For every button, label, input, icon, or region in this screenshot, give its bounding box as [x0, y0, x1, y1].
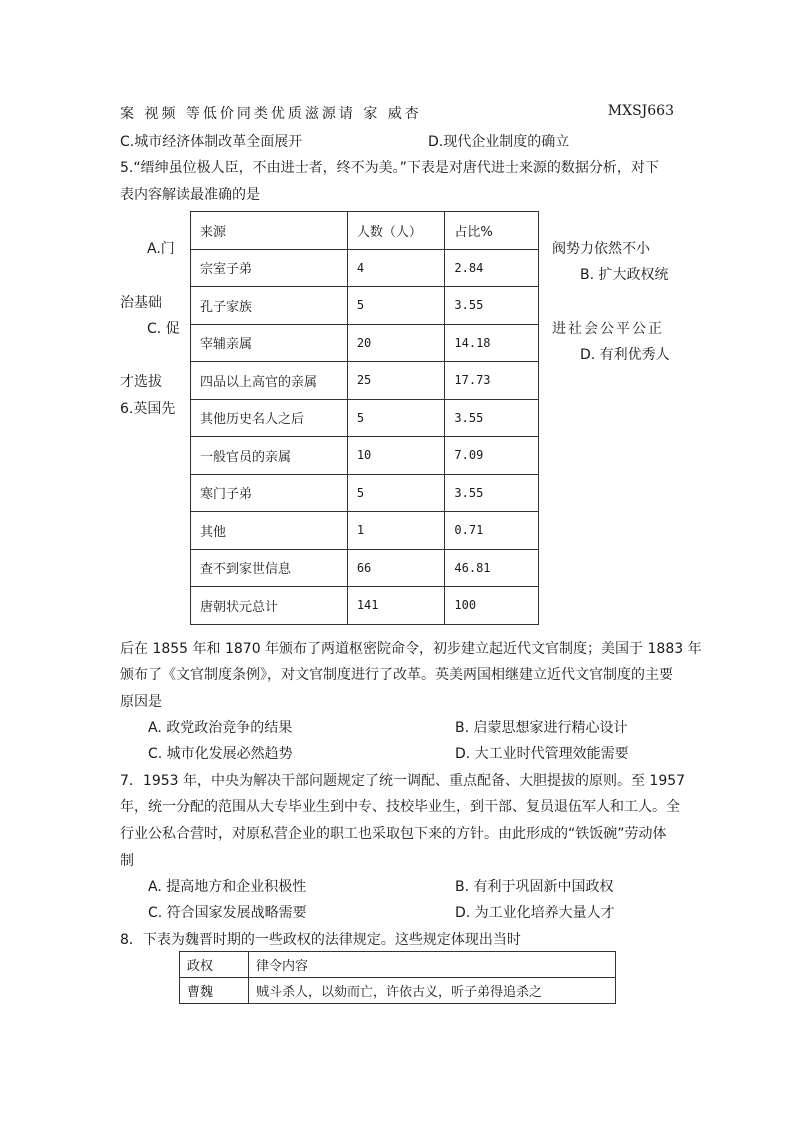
- q5-option-b-right: B. 扩大政权统: [580, 267, 669, 283]
- table-cell: 贼斗杀人，以劾而亡，许依古义，听子弟得追杀之: [249, 978, 616, 1004]
- table-row: [191, 249, 539, 287]
- q7-option-d: D. 为工业化培养大量人才: [455, 905, 615, 921]
- q7-stem-line-4: 制: [120, 853, 134, 869]
- table-cell: 查不到家世信息: [191, 549, 348, 587]
- q5-option-a-right: 阀势力依然不小: [552, 241, 650, 257]
- table-cell: 1: [347, 512, 445, 550]
- table-header-row: [180, 952, 616, 978]
- table-row: [180, 978, 616, 1004]
- q5-option-c-right: 进社会公平公正: [552, 321, 664, 337]
- table-row: [191, 474, 539, 512]
- q6-stem-line-1: 后在 1855 年和 1870 年颁布了两道枢密院命令，初步建立起近代文官制度；美国于 1883 年: [120, 641, 702, 657]
- table-cell: 其他: [191, 512, 348, 550]
- q5-stem-line-2: 表内容解读最准确的是: [120, 187, 260, 203]
- table-cell: 3.55: [445, 287, 539, 325]
- q8-law-table: [179, 951, 616, 1004]
- q5-option-d-right: D. 有利优秀人: [580, 347, 670, 363]
- table-cell: 4: [347, 249, 445, 287]
- table-cell: 一般官员的亲属: [191, 437, 348, 475]
- table-row: [191, 362, 539, 400]
- table-cell: 25: [347, 362, 445, 400]
- q4-option-c: C.城市经济体制改革全面展开: [120, 134, 303, 150]
- table-cell: 其他历史名人之后: [191, 399, 348, 437]
- table-cell: 100: [445, 587, 539, 625]
- table-header-cell: 来源: [191, 212, 348, 250]
- table-cell: 寒门子弟: [191, 474, 348, 512]
- table-header-cell: 人数（人）: [347, 212, 445, 250]
- q7-stem-line-3: 行业公私合营时，对原私营企业的职工也采取包下来的方针。由此形成的“铁饭碗”劳动体: [120, 826, 667, 842]
- q5-option-a-left: A.门: [147, 241, 175, 257]
- table-row: [191, 287, 539, 325]
- q8-stem: 8．下表为魏晋时期的一些政权的法律规定。这些规定体现出当时: [120, 932, 521, 948]
- table-row: [191, 324, 539, 362]
- table-cell: 46.81: [445, 549, 539, 587]
- table-cell: 66: [347, 549, 445, 587]
- table-cell: 17.73: [445, 362, 539, 400]
- table-cell: 3.55: [445, 474, 539, 512]
- table-row: [191, 399, 539, 437]
- table-cell: 14.18: [445, 324, 539, 362]
- header-left-text: 案 视频 等低价同类优质滋源请 家 威杏: [120, 106, 422, 122]
- table-cell: 曹魏: [180, 978, 249, 1004]
- table-header-cell: 律令内容: [249, 952, 616, 978]
- q7-option-a: A. 提高地方和企业积极性: [148, 879, 307, 895]
- q6-stem-start: 6.英国先: [120, 401, 176, 417]
- table-cell: 5: [347, 399, 445, 437]
- q7-option-b: B. 有利于巩固新中国政权: [455, 879, 614, 895]
- table-cell: 0.71: [445, 512, 539, 550]
- table-row: [191, 549, 539, 587]
- table-cell: 唐朝状元总计: [191, 587, 348, 625]
- table-row: [191, 437, 539, 475]
- q6-stem-line-2: 颁布了《文官制度条例》，对文官制度进行了改革。英美两国相继建立近代文官制度的主要: [120, 667, 673, 683]
- q6-option-b: B. 启蒙思想家进行精心设计: [455, 720, 628, 736]
- q5-option-d-left: 才选拔: [120, 374, 162, 390]
- table-header-cell: 政权: [180, 952, 249, 978]
- q7-option-c: C. 符合国家发展战略需要: [148, 905, 307, 921]
- header-code: MXSJ663: [607, 103, 674, 119]
- q7-stem-line-1: 7．1953 年，中央为解决干部问题规定了统一调配、重点配备、大胆提拔的原则。至 1957: [120, 773, 686, 789]
- table-cell: 宗室子弟: [191, 249, 348, 287]
- table-cell: 141: [347, 587, 445, 625]
- q5-option-c-left: C. 促: [147, 321, 180, 337]
- q6-option-c: C. 城市化发展必然趋势: [148, 746, 293, 762]
- table-cell: 20: [347, 324, 445, 362]
- table-cell: 7.09: [445, 437, 539, 475]
- q5-option-b-left: 治基础: [120, 295, 162, 311]
- q6-option-d: D. 大工业时代管理效能需要: [455, 746, 629, 762]
- table-cell: 四品以上高官的亲属: [191, 362, 348, 400]
- q7-stem-line-2: 年，统一分配的范围从大专毕业生到中专、技校毕业生，到干部、复员退伍军人和工人。全: [120, 799, 680, 815]
- table-cell: 5: [347, 474, 445, 512]
- table-header-cell: 占比%: [445, 212, 539, 250]
- table-row: [191, 512, 539, 550]
- table-cell: 3.55: [445, 399, 539, 437]
- table-header-row: [191, 212, 539, 250]
- q4-option-d: D.现代企业制度的确立: [428, 134, 570, 150]
- q6-option-a: A. 政党政治竞争的结果: [148, 720, 293, 736]
- q6-stem-line-3: 原因是: [120, 694, 162, 710]
- table-cell: 10: [347, 437, 445, 475]
- table-cell: 5: [347, 287, 445, 325]
- table-row: [191, 587, 539, 625]
- table-cell: 2.84: [445, 249, 539, 287]
- q5-stem-line-1: 5.“缙绅虽位极人臣，不由进士者，终不为美。”下表是对唐代进士来源的数据分析，对下: [120, 160, 659, 176]
- table-cell: 孔子家族: [191, 287, 348, 325]
- q5-data-table: [190, 211, 539, 625]
- table-cell: 宰辅亲属: [191, 324, 348, 362]
